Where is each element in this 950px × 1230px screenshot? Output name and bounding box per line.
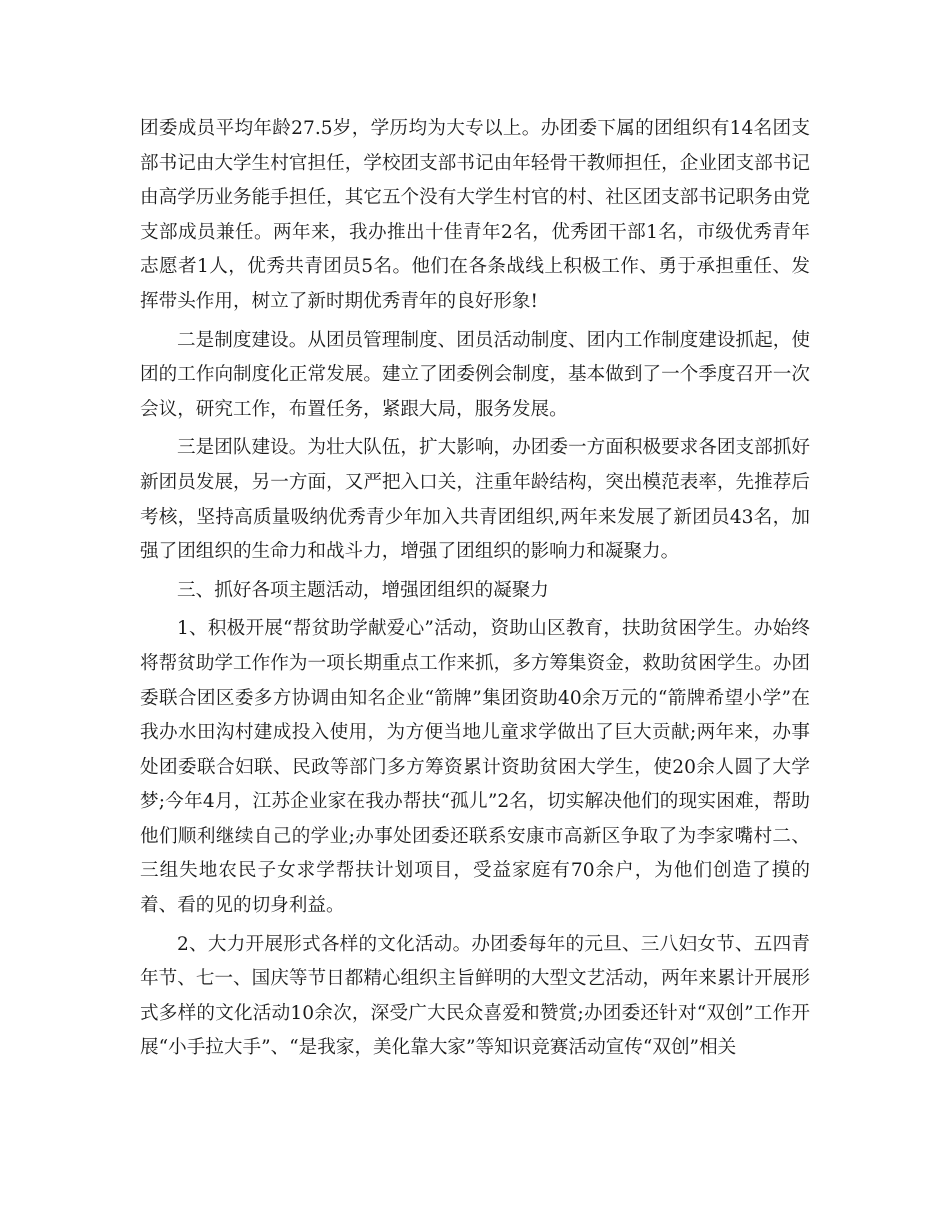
paragraph-poverty-aid: 1、积极开展“帮贫助学献爱心”活动，资助山区教育，扶助贫困学生。办始终将帮贫助学工作作为一项长期重点工作来抓，多方筹集资金，救助贫困学生。办团委联合团区委多方协调由知名企业“箭牌”集团资助40余万元的“箭牌希望小学”在我办水田沟村建成投入使用，为方便当地儿童求学做出了巨大贡献;两年来，办事处团委联合妇联、民政等部门多方筹资累计资助贫困大学生，使20余人圆了大学梦;今年4月，江苏企业家在我办帮扶“孤儿”2名，切实解决他们的现实困难，帮助他们顺利继续自己的学业;办事处团委还联系安康市高新区争取了为李家嘴村二、三组失地农民子女求学帮扶计划项目，受益家庭有70余户，为他们创造了摸的着、看的见的切身利益。 xyxy=(140,618,810,917)
section-heading-themed-activities: 三、抓好各项主题活动，增强团组织的凝聚力 xyxy=(177,579,549,601)
document-body xyxy=(140,112,810,1070)
paragraph-team-building: 三是团队建设。为壮大队伍，扩大影响，办团委一方面积极要求各团支部抓好新团员发展，另一方面，又严把入口关，注重年龄结构，突出模范表率，先推荐后考核，坚持高质量吸纳优秀青少年加入共青团组织,两年来发展了新团员43名，加强了团组织的生命力和战斗力，增强了团组织的影响力和凝聚力。 xyxy=(140,437,810,563)
paragraph-cultural-activities: 2、大力开展形式各样的文化活动。办团委每年的元旦、三八妇女节、五四青年节、七一、国庆等节日都精心组织主旨鲜明的大型文艺活动，两年来累计开展形式多样的文化活动10余次，深受广大民众喜爱和赞赏;办团委还针对“双创”工作开展“小手拉大手”、“是我家，美化靠大家”等知识竞赛活动宣传“双创”相关 xyxy=(140,933,810,1059)
paragraph-system-building: 二是制度建设。从团员管理制度、团员活动制度、团内工作制度建设抓起，使团的工作向制度化正常发展。建立了团委例会制度，基本做到了一个季度召开一次会议，研究工作，布置任务，紧跟大局，服务发展。 xyxy=(140,329,810,420)
paragraph-team-members: 团委成员平均年龄27.5岁，学历均为大专以上。办团委下属的团组织有14名团支部书记由大学生村官担任，学校团支部书记由年轻骨干教师担任，企业团支部书记由高学历业务能手担任，其它五个没有大学生村官的村、社区团支部书记职务由党支部成员兼任。两年来，我办推出十佳青年2名，优秀团干部1名，市级优秀青年志愿者1人，优秀共青团员5名。他们在各条战线上积极工作、勇于承担重任、发挥带头作用，树立了新时期优秀青年的良好形象! xyxy=(140,118,810,312)
